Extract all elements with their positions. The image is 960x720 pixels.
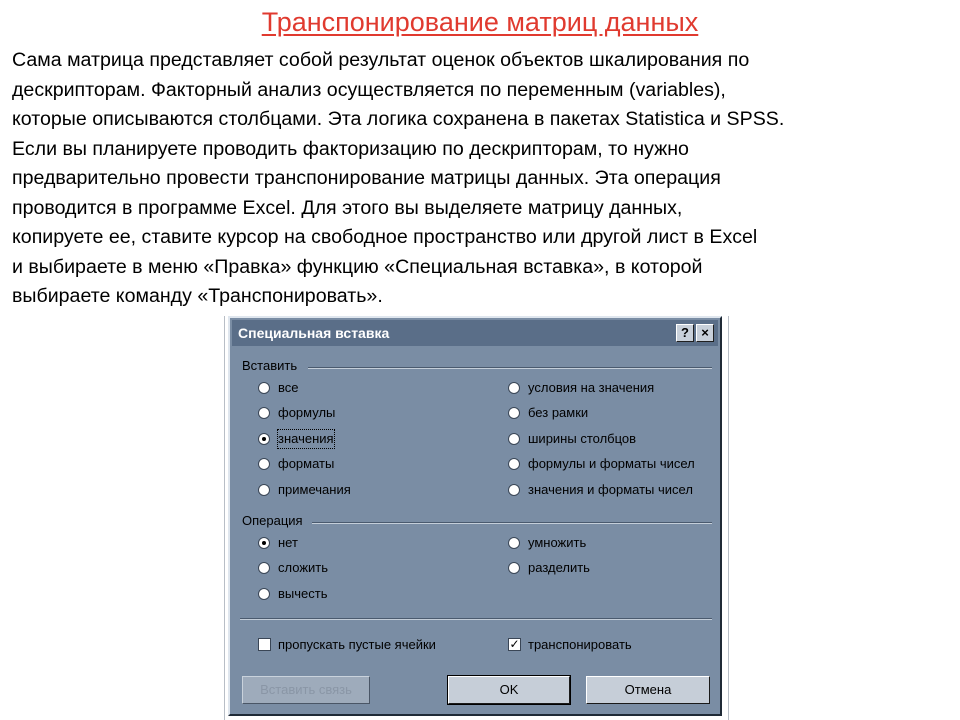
radio-circle-selected[interactable] xyxy=(258,537,270,549)
checkbox-label: пропускать пустые ячейки xyxy=(278,637,436,652)
body-line: предварительно провести транспонирование матрицы данных. Эта операция xyxy=(12,167,721,189)
body-line: выбираете команду «Транспонировать». xyxy=(12,285,383,307)
radio-label: примечания xyxy=(278,482,351,497)
radio-label: вычесть xyxy=(278,586,328,601)
radio-label: без рамки xyxy=(528,405,589,420)
paste-special-dialog xyxy=(228,316,722,716)
radio-label: нет xyxy=(278,535,298,550)
body-line: копируете ее, ставите курсор на свободное пространство или другой лист в Excel xyxy=(12,226,758,248)
checkbox-box[interactable] xyxy=(258,638,271,651)
radio-label: формулы и форматы чисел xyxy=(528,456,695,471)
radio-circle[interactable] xyxy=(258,562,270,574)
radio-label: условия на значения xyxy=(528,380,655,395)
dialog-titlebar[interactable] xyxy=(232,320,718,346)
ok-button[interactable]: OK xyxy=(448,676,570,704)
help-icon[interactable]: ? xyxy=(676,324,694,342)
sheet-gridline xyxy=(224,316,225,720)
checkbox-label: транспонировать xyxy=(528,637,632,652)
options-divider xyxy=(240,618,712,620)
radio-circle[interactable] xyxy=(508,458,520,470)
radio-label: все xyxy=(278,380,299,395)
radio-circle[interactable] xyxy=(258,484,270,496)
radio-circle[interactable] xyxy=(508,562,520,574)
paste-group-divider xyxy=(308,367,712,369)
radio-label: умножить xyxy=(528,535,587,550)
radio-label: ширины столбцов xyxy=(528,431,637,446)
slide-body-text xyxy=(12,46,948,312)
radio-circle[interactable] xyxy=(508,382,520,394)
sheet-gridline xyxy=(728,316,729,720)
paste-group-label: Вставить xyxy=(242,358,298,373)
radio-circle[interactable] xyxy=(258,382,270,394)
radio-circle[interactable] xyxy=(258,458,270,470)
radio-circle[interactable] xyxy=(508,407,520,419)
radio-circle[interactable] xyxy=(258,588,270,600)
body-line: Сама матрица представляет собой результат оценок объектов шкалирования по xyxy=(12,49,750,71)
close-icon[interactable]: × xyxy=(696,324,714,342)
body-line: которые описываются столбцами. Эта логика сохранена в пакетах Statistica и SPSS. xyxy=(12,108,785,130)
body-line: Если вы планируете проводить факторизацию по дескрипторам, то нужно xyxy=(12,137,689,160)
radio-circle[interactable] xyxy=(508,537,520,549)
operation-group-label: Операция xyxy=(242,513,303,528)
radio-label: сложить xyxy=(278,560,329,575)
radio-circle-selected[interactable] xyxy=(258,433,270,445)
radio-label: значения и форматы чисел xyxy=(528,482,693,497)
body-line: и выбираете в меню «Правка» функцию «Специальная вставка», в которой xyxy=(12,255,703,278)
radio-circle[interactable] xyxy=(508,484,520,496)
body-line: дескрипторам. Факторный анализ осуществляется по переменным (variables), xyxy=(12,78,726,101)
paste-link-button[interactable]: Вставить связь xyxy=(242,676,370,704)
operation-group-divider xyxy=(312,522,712,524)
radio-circle[interactable] xyxy=(508,433,520,445)
radio-label: формулы xyxy=(278,405,336,420)
radio-label: разделить xyxy=(528,560,590,575)
radio-label: значения xyxy=(278,431,334,446)
radio-circle[interactable] xyxy=(258,407,270,419)
radio-label: форматы xyxy=(278,456,335,471)
cancel-button[interactable]: Отмена xyxy=(586,676,710,704)
dialog-title: Специальная вставка xyxy=(238,325,390,341)
body-line: проводится в программе Excel. Для этого вы выделяете матрицу данных, xyxy=(12,196,683,219)
checkbox-checked-box[interactable]: ✓ xyxy=(509,637,520,651)
slide-title: Транспонирование матриц данных xyxy=(261,7,699,37)
